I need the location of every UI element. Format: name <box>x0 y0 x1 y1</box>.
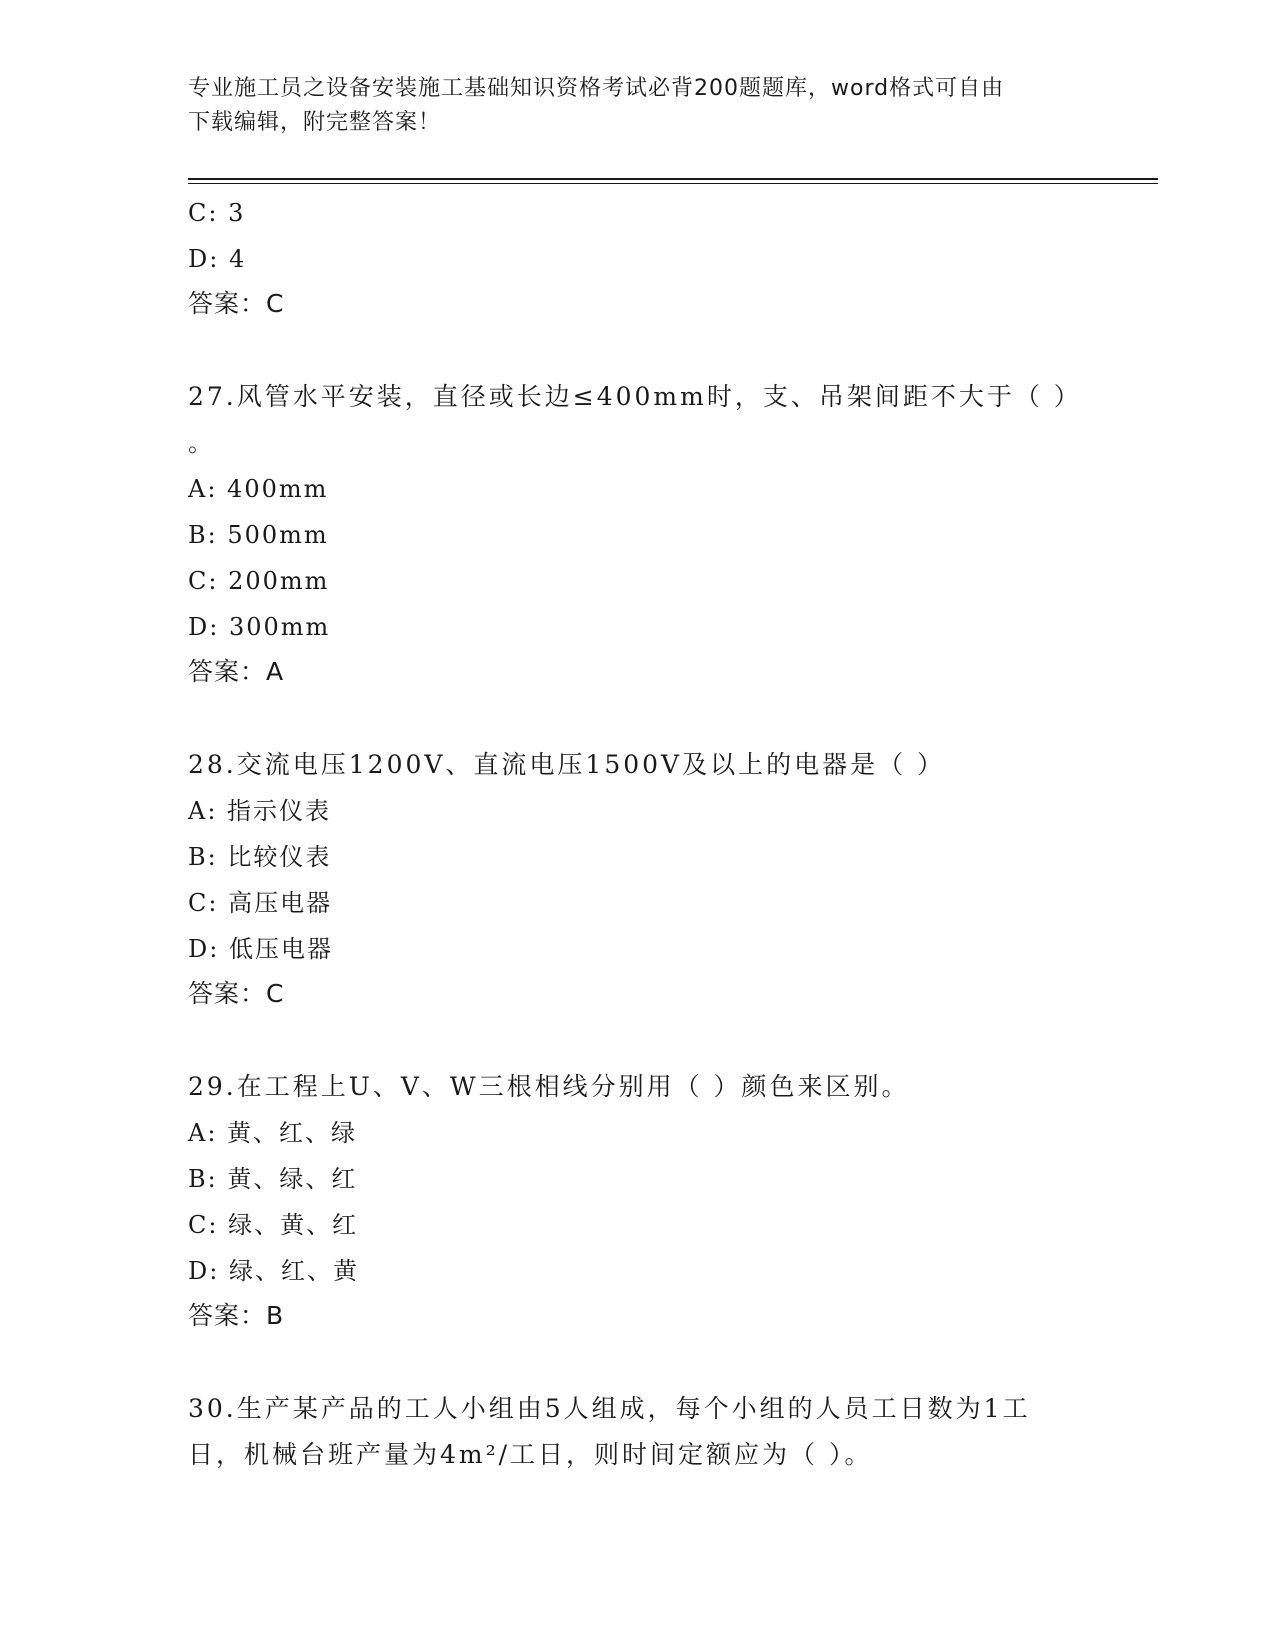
question-stem-continued: 。 <box>188 429 214 457</box>
option-a: A: 400mm <box>188 475 329 503</box>
answer-label: 答案：B <box>188 1301 285 1330</box>
document-header <box>188 72 1088 140</box>
option-d: D: 绿、红、黄 <box>188 1257 359 1285</box>
option-c: C: 高压电器 <box>188 889 333 917</box>
header-line-1: 专业施工员之设备安装施工基础知识资格考试必背200题题库，word格式可自由 <box>188 76 1005 101</box>
header-line-2: 下载编辑，附完整答案！ <box>188 110 442 135</box>
header-rule-thin <box>188 183 1158 184</box>
option-c: C: 3 <box>188 199 246 227</box>
option-a: A: 指示仪表 <box>188 797 332 825</box>
option-b: B: 比较仪表 <box>188 843 332 871</box>
option-a: A: 黄、红、绿 <box>188 1119 358 1147</box>
answer-label: 答案：A <box>188 657 285 686</box>
option-d: D: 低压电器 <box>188 935 333 963</box>
question-block-28 <box>188 742 1088 1016</box>
question-stem: 27.风管水平安装，直径或长边≤400mm时，支、吊架间距不大于（ ） <box>188 382 1082 411</box>
option-b: B: 500mm <box>188 521 329 549</box>
option-c: C: 200mm <box>188 567 330 595</box>
header-rule-thick <box>188 178 1158 180</box>
question-stem: 30.生产某产品的工人小组由5人组成，每个小组的人员工日数为1工 <box>188 1394 1031 1423</box>
answer-label: 答案：C <box>188 979 285 1008</box>
question-block-26 <box>188 190 1088 326</box>
option-b: B: 黄、绿、红 <box>188 1165 358 1193</box>
question-block-29 <box>188 1064 1088 1338</box>
question-stem: 29.在工程上U、V、W三根相线分别用（ ）颜色来区别。 <box>188 1072 910 1101</box>
option-d: D: 4 <box>188 245 247 273</box>
question-list <box>188 190 1088 1478</box>
question-stem-continued: 日，机械台班产量为4m²/工日，则时间定额应为（ ）。 <box>188 1440 873 1469</box>
option-d: D: 300mm <box>188 613 331 641</box>
question-block-30 <box>188 1386 1088 1478</box>
question-stem: 28.交流电压1200V、直流电压1500V及以上的电器是（ ） <box>188 750 946 779</box>
question-block-27 <box>188 374 1088 694</box>
answer-label: 答案：C <box>188 289 285 318</box>
option-c: C: 绿、黄、红 <box>188 1211 359 1239</box>
